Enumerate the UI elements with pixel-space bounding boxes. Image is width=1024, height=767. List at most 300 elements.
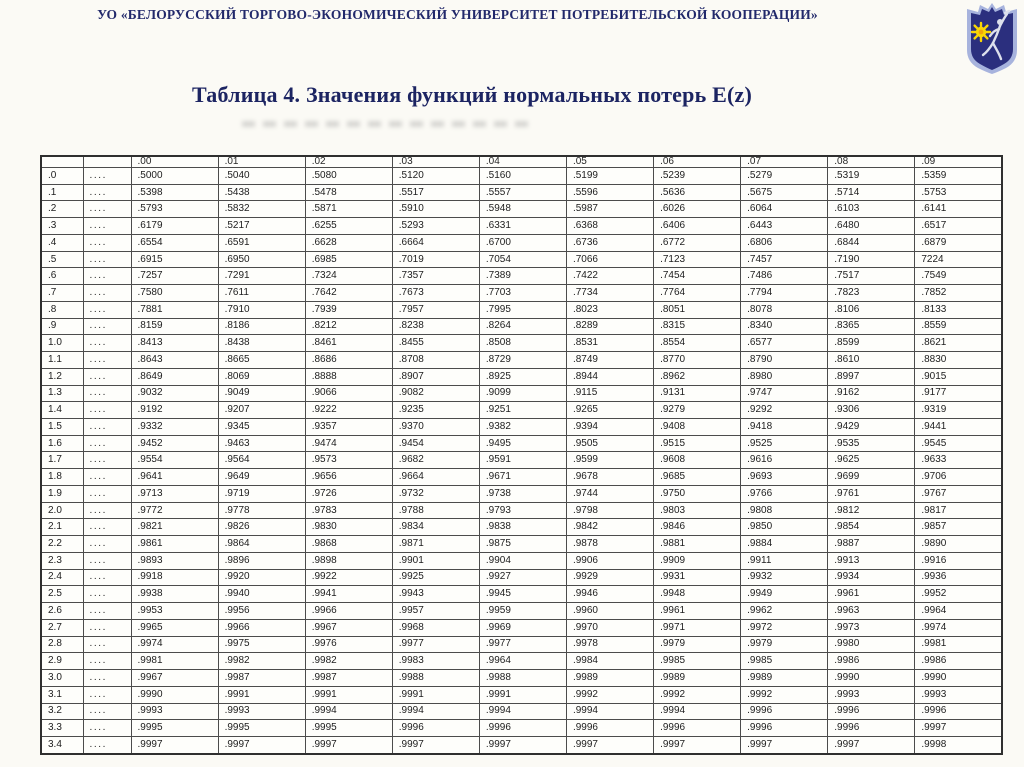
- value-cell: .9974: [131, 636, 218, 653]
- value-cell: .9913: [828, 552, 915, 569]
- value-cell: .8069: [218, 368, 305, 385]
- value-cell: .9788: [392, 502, 479, 519]
- z-label-cell: 1.5: [41, 419, 83, 436]
- value-cell: .7517: [828, 268, 915, 285]
- z-label-cell: 3.1: [41, 686, 83, 703]
- value-cell: .9976: [305, 636, 392, 653]
- header-empty-cell: [83, 156, 131, 168]
- filler-cell: ....: [83, 168, 131, 185]
- value-cell: .9418: [741, 419, 828, 436]
- value-cell: .9991: [392, 686, 479, 703]
- column-header: .05: [566, 156, 653, 168]
- z-label-cell: 3.0: [41, 670, 83, 687]
- z-label-cell: 3.4: [41, 736, 83, 754]
- value-cell: .5279: [741, 168, 828, 185]
- value-cell: .9177: [915, 385, 1002, 402]
- value-cell: .9997: [131, 736, 218, 754]
- value-cell: .8461: [305, 335, 392, 352]
- value-cell: .5596: [566, 184, 653, 201]
- value-cell: .9997: [828, 736, 915, 754]
- table-row: [41, 452, 1002, 469]
- value-cell: .9884: [741, 536, 828, 553]
- value-cell: .9991: [218, 686, 305, 703]
- value-cell: .9969: [479, 619, 566, 636]
- value-cell: .7019: [392, 251, 479, 268]
- value-cell: .8708: [392, 352, 479, 369]
- value-cell: .9984: [566, 653, 653, 670]
- filler-cell: ....: [83, 519, 131, 536]
- value-cell: .9798: [566, 502, 653, 519]
- value-cell: .9962: [741, 603, 828, 620]
- z-label-cell: 2.5: [41, 586, 83, 603]
- value-cell: .9987: [305, 670, 392, 687]
- filler-cell: ....: [83, 268, 131, 285]
- z-label-cell: 2.0: [41, 502, 83, 519]
- value-cell: .9997: [392, 736, 479, 754]
- table-row: [41, 670, 1002, 687]
- value-cell: .9817: [915, 502, 1002, 519]
- value-cell: .7957: [392, 301, 479, 318]
- value-cell: .9990: [131, 686, 218, 703]
- z-label-cell: 2.9: [41, 653, 83, 670]
- value-cell: .9857: [915, 519, 1002, 536]
- value-cell: .9961: [828, 586, 915, 603]
- value-cell: .7324: [305, 268, 392, 285]
- column-header: .03: [392, 156, 479, 168]
- z-label-cell: 1.1: [41, 352, 83, 369]
- value-cell: .9991: [305, 686, 392, 703]
- value-cell: .8621: [915, 335, 1002, 352]
- value-cell: .5793: [131, 201, 218, 218]
- value-cell: .9968: [392, 619, 479, 636]
- value-cell: .9881: [654, 536, 741, 553]
- table-row: [41, 234, 1002, 251]
- value-cell: .9357: [305, 419, 392, 436]
- value-cell: .7642: [305, 285, 392, 302]
- value-cell: .8729: [479, 352, 566, 369]
- value-cell: .6443: [741, 218, 828, 235]
- value-cell: .9934: [828, 569, 915, 586]
- value-cell: .9706: [915, 469, 1002, 486]
- university-emblem-logo: [963, 2, 1021, 74]
- value-cell: .9854: [828, 519, 915, 536]
- filler-cell: ....: [83, 720, 131, 737]
- value-cell: .9920: [218, 569, 305, 586]
- value-cell: .9633: [915, 452, 1002, 469]
- value-cell: .9943: [392, 586, 479, 603]
- filler-cell: ....: [83, 485, 131, 502]
- value-cell: .7995: [479, 301, 566, 318]
- column-header: .00: [131, 156, 218, 168]
- value-cell: .9977: [479, 636, 566, 653]
- value-cell: .8790: [741, 352, 828, 369]
- value-cell: .9846: [654, 519, 741, 536]
- value-cell: .9996: [828, 720, 915, 737]
- value-cell: .8455: [392, 335, 479, 352]
- value-cell: .7852: [915, 285, 1002, 302]
- value-cell: .9671: [479, 469, 566, 486]
- value-cell: .7549: [915, 268, 1002, 285]
- table-row: [41, 201, 1002, 218]
- z-label-cell: .9: [41, 318, 83, 335]
- value-cell: .9982: [305, 653, 392, 670]
- value-cell: .8023: [566, 301, 653, 318]
- value-cell: .9995: [305, 720, 392, 737]
- value-cell: .7291: [218, 268, 305, 285]
- value-cell: .5910: [392, 201, 479, 218]
- value-cell: .7457: [741, 251, 828, 268]
- value-cell: .9599: [566, 452, 653, 469]
- value-cell: .8413: [131, 335, 218, 352]
- value-cell: .5987: [566, 201, 653, 218]
- value-cell: .8944: [566, 368, 653, 385]
- value-cell: .9747: [741, 385, 828, 402]
- value-cell: .9292: [741, 402, 828, 419]
- value-cell: .9929: [566, 569, 653, 586]
- value-cell: .9964: [915, 603, 1002, 620]
- value-cell: .7389: [479, 268, 566, 285]
- value-cell: .9898: [305, 552, 392, 569]
- value-cell: .7580: [131, 285, 218, 302]
- value-cell: .5359: [915, 168, 1002, 185]
- value-cell: .9992: [566, 686, 653, 703]
- value-cell: .5217: [218, 218, 305, 235]
- table-row: [41, 318, 1002, 335]
- value-cell: .6700: [479, 234, 566, 251]
- value-cell: .7123: [654, 251, 741, 268]
- value-cell: .8997: [828, 368, 915, 385]
- value-cell: .7703: [479, 285, 566, 302]
- table-row: [41, 619, 1002, 636]
- value-cell: .9345: [218, 419, 305, 436]
- value-cell: .9893: [131, 552, 218, 569]
- value-cell: .9370: [392, 419, 479, 436]
- filler-cell: ....: [83, 653, 131, 670]
- value-cell: .5714: [828, 184, 915, 201]
- value-cell: .8665: [218, 352, 305, 369]
- filler-cell: ....: [83, 502, 131, 519]
- z-label-cell: .0: [41, 168, 83, 185]
- filler-cell: ....: [83, 603, 131, 620]
- value-cell: .9979: [741, 636, 828, 653]
- value-cell: .9941: [305, 586, 392, 603]
- value-cell: .5948: [479, 201, 566, 218]
- table-row: [41, 720, 1002, 737]
- table-row: [41, 502, 1002, 519]
- value-cell: .8212: [305, 318, 392, 335]
- z-label-cell: 2.4: [41, 569, 83, 586]
- value-cell: .9952: [915, 586, 1002, 603]
- value-cell: .9761: [828, 485, 915, 502]
- value-cell: .9808: [741, 502, 828, 519]
- value-cell: .9959: [479, 603, 566, 620]
- value-cell: .6331: [479, 218, 566, 235]
- value-cell: .9989: [654, 670, 741, 687]
- value-cell: .6772: [654, 234, 741, 251]
- value-cell: .9830: [305, 519, 392, 536]
- filler-cell: ....: [83, 251, 131, 268]
- table-row: [41, 335, 1002, 352]
- value-cell: .6026: [654, 201, 741, 218]
- value-cell: .9988: [479, 670, 566, 687]
- value-cell: .9875: [479, 536, 566, 553]
- z-label-cell: 2.8: [41, 636, 83, 653]
- value-cell: .9965: [131, 619, 218, 636]
- value-cell: .9996: [392, 720, 479, 737]
- value-cell: .8554: [654, 335, 741, 352]
- z-label-cell: 2.2: [41, 536, 83, 553]
- value-cell: .8907: [392, 368, 479, 385]
- value-cell: .9997: [479, 736, 566, 754]
- value-cell: .5398: [131, 184, 218, 201]
- value-cell: .9591: [479, 452, 566, 469]
- value-cell: .9495: [479, 435, 566, 452]
- value-cell: .9956: [218, 603, 305, 620]
- value-cell: .9997: [741, 736, 828, 754]
- value-cell: .9162: [828, 385, 915, 402]
- value-cell: .9994: [479, 703, 566, 720]
- value-cell: .7764: [654, 285, 741, 302]
- value-cell: .8643: [131, 352, 218, 369]
- value-cell: .9998: [915, 736, 1002, 754]
- value-cell: .6591: [218, 234, 305, 251]
- value-cell: .7422: [566, 268, 653, 285]
- value-cell: .9678: [566, 469, 653, 486]
- value-cell: .9861: [131, 536, 218, 553]
- value-cell: .9192: [131, 402, 218, 419]
- value-cell: .8749: [566, 352, 653, 369]
- column-header: .02: [305, 156, 392, 168]
- z-label-cell: 3.3: [41, 720, 83, 737]
- value-cell: .9918: [131, 569, 218, 586]
- value-cell: .7357: [392, 268, 479, 285]
- value-cell: .9066: [305, 385, 392, 402]
- value-cell: .9916: [915, 552, 1002, 569]
- z-label-cell: 1.3: [41, 385, 83, 402]
- value-cell: .9946: [566, 586, 653, 603]
- value-cell: .7486: [741, 268, 828, 285]
- value-cell: .9664: [392, 469, 479, 486]
- value-cell: .9988: [392, 670, 479, 687]
- value-cell: .9878: [566, 536, 653, 553]
- filler-cell: ....: [83, 301, 131, 318]
- value-cell: .5438: [218, 184, 305, 201]
- table-row: [41, 603, 1002, 620]
- value-cell: .5040: [218, 168, 305, 185]
- value-cell: .9454: [392, 435, 479, 452]
- z-label-cell: .8: [41, 301, 83, 318]
- value-cell: .8106: [828, 301, 915, 318]
- value-cell: .9251: [479, 402, 566, 419]
- value-cell: .9772: [131, 502, 218, 519]
- value-cell: .9996: [741, 703, 828, 720]
- filler-cell: ....: [83, 368, 131, 385]
- table-row: [41, 519, 1002, 536]
- value-cell: .9922: [305, 569, 392, 586]
- value-cell: .9641: [131, 469, 218, 486]
- value-cell: .8159: [131, 318, 218, 335]
- filler-cell: ....: [83, 569, 131, 586]
- value-cell: .9901: [392, 552, 479, 569]
- value-cell: .5319: [828, 168, 915, 185]
- value-cell: .9994: [566, 703, 653, 720]
- value-cell: .5478: [305, 184, 392, 201]
- value-cell: .9713: [131, 485, 218, 502]
- value-cell: .6844: [828, 234, 915, 251]
- value-cell: .6406: [654, 218, 741, 235]
- value-cell: .8289: [566, 318, 653, 335]
- value-cell: .9382: [479, 419, 566, 436]
- value-cell: .9719: [218, 485, 305, 502]
- value-cell: .6664: [392, 234, 479, 251]
- value-cell: .9997: [566, 736, 653, 754]
- value-cell: .9625: [828, 452, 915, 469]
- value-cell: .9997: [218, 736, 305, 754]
- value-cell: .9989: [741, 670, 828, 687]
- value-cell: .9554: [131, 452, 218, 469]
- z-label-cell: .2: [41, 201, 83, 218]
- table-row: [41, 435, 1002, 452]
- value-cell: .9925: [392, 569, 479, 586]
- filler-cell: ....: [83, 636, 131, 653]
- value-cell: .9989: [566, 670, 653, 687]
- value-cell: .9838: [479, 519, 566, 536]
- z-label-cell: .5: [41, 251, 83, 268]
- z-label-cell: 1.7: [41, 452, 83, 469]
- value-cell: .8186: [218, 318, 305, 335]
- value-cell: .9738: [479, 485, 566, 502]
- value-cell: .9949: [741, 586, 828, 603]
- value-cell: .9535: [828, 435, 915, 452]
- value-cell: .9911: [741, 552, 828, 569]
- value-cell: .9750: [654, 485, 741, 502]
- value-cell: .6103: [828, 201, 915, 218]
- table-row: [41, 385, 1002, 402]
- value-cell: .9834: [392, 519, 479, 536]
- value-cell: .8340: [741, 318, 828, 335]
- value-cell: .9994: [305, 703, 392, 720]
- value-cell: .9985: [654, 653, 741, 670]
- value-cell: .8559: [915, 318, 1002, 335]
- value-cell: .9279: [654, 402, 741, 419]
- value-cell: .8888: [305, 368, 392, 385]
- table-row: [41, 184, 1002, 201]
- value-cell: .8365: [828, 318, 915, 335]
- value-cell: .8962: [654, 368, 741, 385]
- value-cell: .8078: [741, 301, 828, 318]
- filler-cell: ....: [83, 552, 131, 569]
- value-cell: .9726: [305, 485, 392, 502]
- value-cell: .9864: [218, 536, 305, 553]
- filler-cell: ....: [83, 419, 131, 436]
- value-cell: .9963: [828, 603, 915, 620]
- value-cell: .9995: [218, 720, 305, 737]
- value-cell: .9015: [915, 368, 1002, 385]
- value-cell: .5199: [566, 168, 653, 185]
- value-cell: .9871: [392, 536, 479, 553]
- value-cell: .9394: [566, 419, 653, 436]
- value-cell: .9783: [305, 502, 392, 519]
- value-cell: .5517: [392, 184, 479, 201]
- filler-cell: ....: [83, 318, 131, 335]
- table-row: [41, 536, 1002, 553]
- value-cell: .9693: [741, 469, 828, 486]
- value-cell: .6985: [305, 251, 392, 268]
- z-label-cell: 3.2: [41, 703, 83, 720]
- value-cell: .9996: [915, 703, 1002, 720]
- value-cell: .9803: [654, 502, 741, 519]
- scan-artifact: [242, 121, 532, 127]
- value-cell: .9972: [741, 619, 828, 636]
- value-cell: .5239: [654, 168, 741, 185]
- z-label-cell: 1.2: [41, 368, 83, 385]
- page-title: Таблица 4. Значения функций нормальных потерь E(z): [191, 82, 752, 107]
- value-cell: .6915: [131, 251, 218, 268]
- value-cell: .9131: [654, 385, 741, 402]
- value-cell: .9564: [218, 452, 305, 469]
- value-cell: .5675: [741, 184, 828, 201]
- value-cell: .9265: [566, 402, 653, 419]
- value-cell: .9545: [915, 435, 1002, 452]
- value-cell: .9812: [828, 502, 915, 519]
- value-cell: .6255: [305, 218, 392, 235]
- university-header: УО «БЕЛОРУССКИЙ ТОРГОВО-ЭКОНОМИЧЕСКИЙ УНИВЕРСИТЕТ ПОТРЕБИТЕЛЬСКОЙ КООПЕРАЦИИ»: [97, 7, 818, 22]
- table-row: [41, 168, 1002, 185]
- value-cell: .7054: [479, 251, 566, 268]
- value-cell: .5636: [654, 184, 741, 201]
- table-row: [41, 586, 1002, 603]
- z-label-cell: 2.7: [41, 619, 83, 636]
- value-cell: .6736: [566, 234, 653, 251]
- value-cell: .9974: [915, 619, 1002, 636]
- value-cell: .9994: [654, 703, 741, 720]
- table-row: [41, 552, 1002, 569]
- value-cell: .9997: [305, 736, 392, 754]
- table-row: [41, 251, 1002, 268]
- value-cell: .9970: [566, 619, 653, 636]
- z-label-cell: .1: [41, 184, 83, 201]
- value-cell: .9936: [915, 569, 1002, 586]
- value-cell: .9766: [741, 485, 828, 502]
- value-cell: .9744: [566, 485, 653, 502]
- value-cell: .9971: [654, 619, 741, 636]
- value-cell: .7190: [828, 251, 915, 268]
- table-row: [41, 352, 1002, 369]
- table-row: [41, 686, 1002, 703]
- column-header: .09: [915, 156, 1002, 168]
- value-cell: .9682: [392, 452, 479, 469]
- filler-cell: ....: [83, 352, 131, 369]
- value-cell: .9997: [915, 720, 1002, 737]
- value-cell: .9850: [741, 519, 828, 536]
- value-cell: .9985: [741, 653, 828, 670]
- value-cell: .8315: [654, 318, 741, 335]
- value-cell: .9685: [654, 469, 741, 486]
- filler-cell: ....: [83, 335, 131, 352]
- value-cell: .9909: [654, 552, 741, 569]
- z-label-cell: 1.9: [41, 485, 83, 502]
- value-cell: .9441: [915, 419, 1002, 436]
- value-cell: .9996: [479, 720, 566, 737]
- value-cell: .9656: [305, 469, 392, 486]
- value-cell: .8599: [828, 335, 915, 352]
- value-cell: .6806: [741, 234, 828, 251]
- table-row: [41, 419, 1002, 436]
- filler-cell: ....: [83, 703, 131, 720]
- sun-icon: [972, 23, 990, 41]
- normal-loss-table: [40, 155, 1003, 755]
- value-cell: .9938: [131, 586, 218, 603]
